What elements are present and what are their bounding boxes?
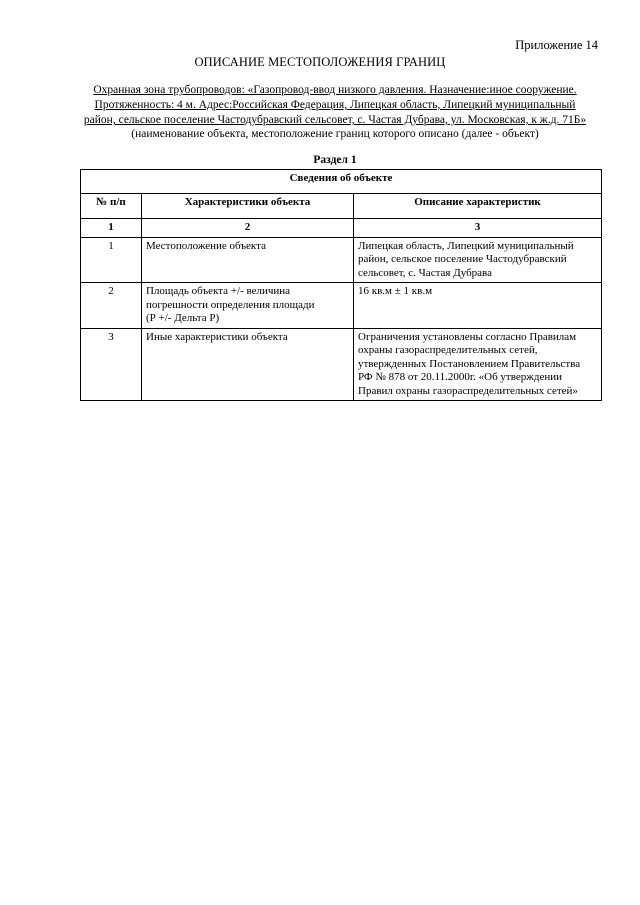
column-number: 2: [142, 219, 354, 238]
page-title: ОПИСАНИЕ МЕСТОПОЛОЖЕНИЯ ГРАНИЦ: [194, 55, 446, 69]
row-characteristic: Местоположение объекта: [142, 237, 354, 283]
row-number: 3: [81, 328, 142, 401]
row-description-line: Липецкая область, Липецкий муниципальный: [358, 239, 574, 252]
row-number: 1: [81, 237, 142, 283]
object-description-line: Охранная зона трубопроводов: «Газопровод-ввод низкого давления. Назначение:иное сооружение.: [93, 84, 577, 96]
object-caption: (наименование объекта, местоположение границ которого описано (далее - объект): [131, 128, 539, 140]
row-description-line: сельсовет, с. Частая Дубрава: [358, 266, 492, 279]
section-title: Раздел 1: [313, 154, 357, 166]
row-description: [354, 328, 602, 401]
table-caption-row: [81, 170, 602, 194]
object-info-table: [80, 169, 602, 401]
row-characteristic: Иные характеристики объекта: [142, 328, 354, 401]
row-description: [354, 237, 602, 283]
column-number: 1: [81, 219, 142, 238]
object-description-line: район, сельское поселение Частодубравский сельсовет, с. Частая Дубрава, ул. Московская, к ж.д. 71Б»: [83, 114, 587, 126]
column-header-number: № п/п: [81, 194, 142, 219]
column-number: 3: [354, 219, 602, 238]
row-characteristic-line: Площадь объекта +/- величина: [146, 285, 291, 297]
row-number: 2: [81, 283, 142, 329]
row-description-line: район, сельское поселение Частодубравский: [358, 253, 567, 265]
row-description-line: утвержденных Постановлением Правительства: [358, 357, 581, 370]
row-characteristic: [142, 283, 354, 329]
table-row: [81, 237, 602, 283]
table-row: [81, 283, 602, 329]
table-caption: Сведения об объекте: [81, 170, 602, 194]
table-column-numbers-row: [81, 219, 602, 238]
row-description-line: Ограничения установлены согласно Правилам: [358, 330, 577, 343]
appendix-label: Приложение 14: [515, 38, 598, 52]
row-description-line: охраны газораспределительных сетей,: [358, 344, 538, 356]
column-header-description: Описание характеристик: [354, 194, 602, 219]
object-description: [70, 83, 600, 128]
object-description-line: Протяженность: 4 м. Адрес:Российская Федерация, Липецкая область, Липецкий муниципальный: [94, 99, 576, 111]
row-description: 16 кв.м ± 1 кв.м: [354, 283, 602, 329]
row-characteristic-line: (Р +/- Дельта Р): [146, 312, 220, 324]
column-header-characteristics: Характеристики объекта: [142, 194, 354, 219]
table-header-row: [81, 194, 602, 219]
row-description-line: РФ № 878 от 20.11.2000г. «Об утверждении: [358, 371, 562, 383]
table-row: [81, 328, 602, 401]
row-description-line: Правил охраны газораспределительных сетей»: [358, 384, 578, 397]
row-characteristic-line: погрешности определения площади: [146, 298, 315, 311]
